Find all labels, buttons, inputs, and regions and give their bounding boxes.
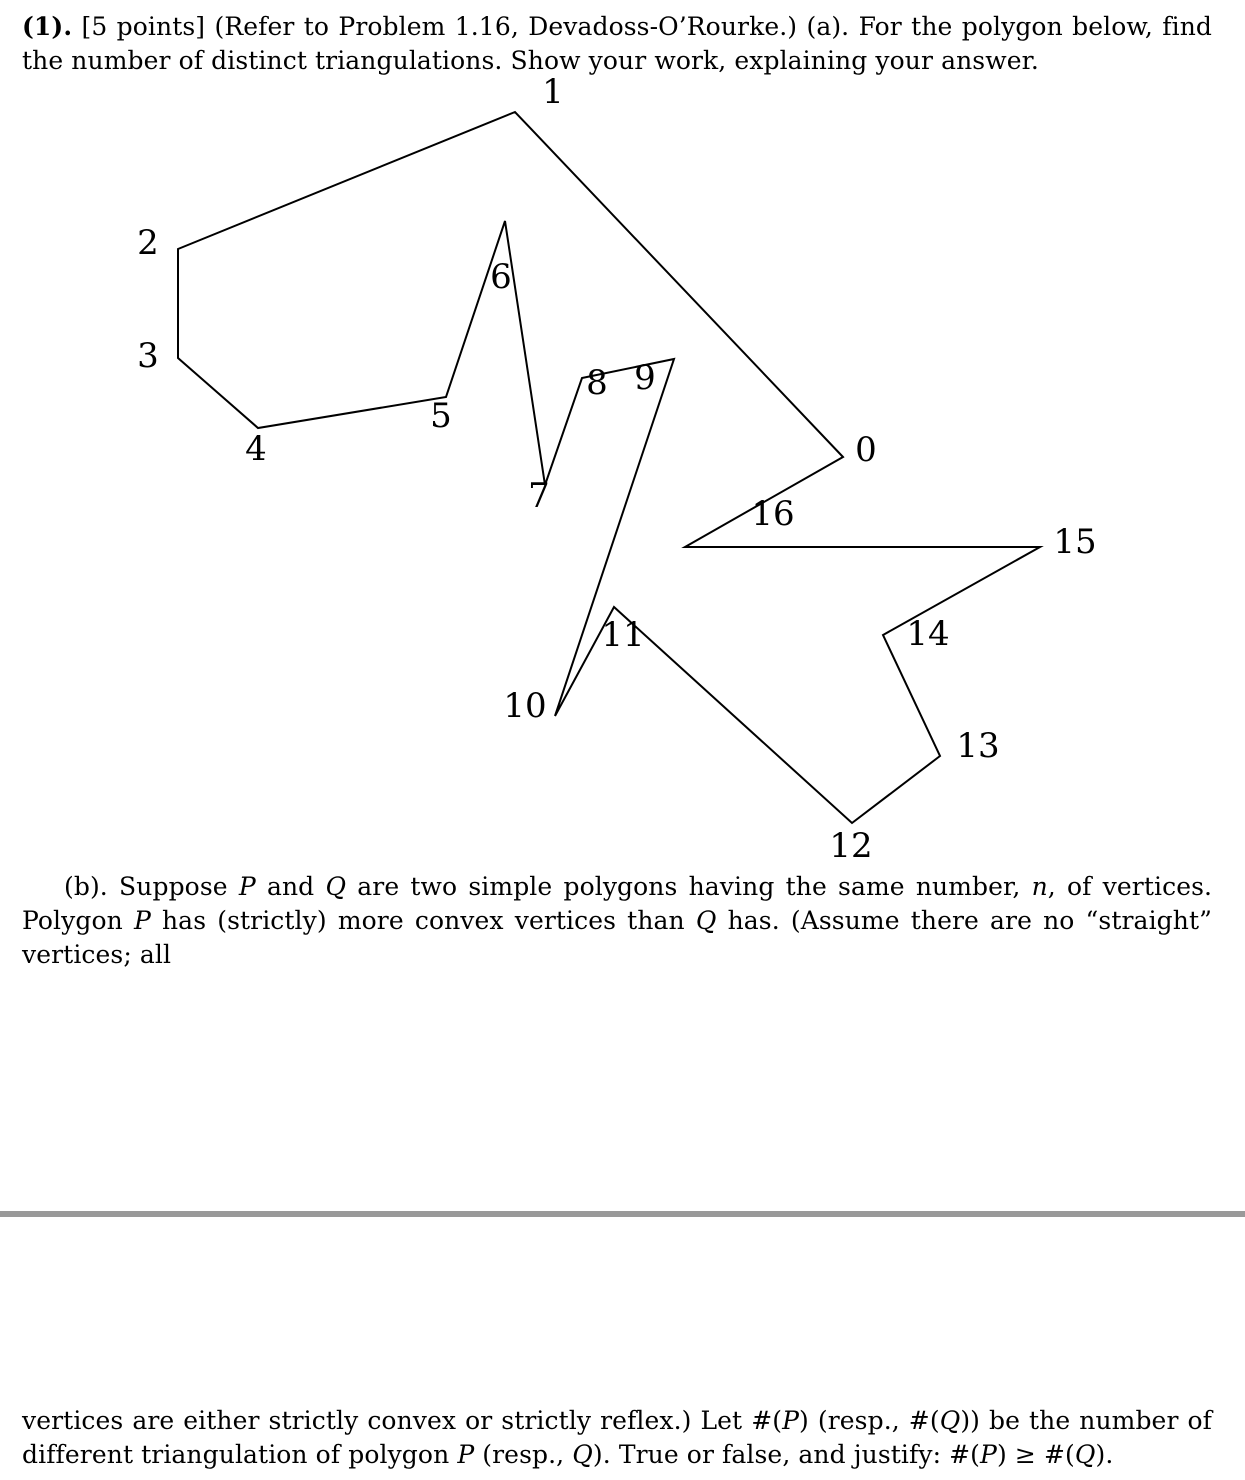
part-b-cont-text: ) ≥ #( [996,1440,1075,1469]
vertex-label-0: 0 [855,430,877,470]
math-P: P [782,1406,800,1435]
vertex-label-11: 11 [601,615,645,655]
part-a-label: (a). [806,12,850,41]
math-Q: Q [939,1406,961,1435]
part-b-cont-text: ). True or false, and justify: #( [592,1440,981,1469]
part-b-cont-text: (resp., [482,1440,565,1469]
part-b-cont-text: )) be the number of different triangulation of polygon [22,1406,1212,1469]
vertex-label-16: 16 [751,494,795,534]
vertex-label-1: 1 [542,72,564,112]
part-b-text: and [266,872,315,901]
part-b-paragraph [22,870,1212,972]
math-P: P [133,906,151,935]
vertex-label-5: 5 [430,396,452,436]
reference: (Refer to Problem 1.16, Devadoss-O’Rourke.) [214,12,798,41]
vertex-label-13: 13 [956,726,1000,766]
part-a-text: For the polygon below, find the number of distinct triangulations. Show your work, explaining your answer. [22,12,1213,75]
part-b-label: (b). [64,872,108,901]
math-n: n [1031,872,1048,901]
vertex-label-4: 4 [245,429,267,469]
part-b-text: , of vertices. Polygon [22,872,1213,935]
part-b-continuation [22,1404,1212,1472]
part-b-cont-text: ). [1095,1440,1114,1469]
problem-number: (1). [22,12,73,41]
polygon-outline [178,112,1040,823]
vertex-label-3: 3 [137,336,159,376]
vertex-label-10: 10 [503,686,547,726]
math-Q: Q [572,1440,593,1469]
math-P: P [457,1440,475,1469]
vertex-label-6: 6 [490,257,512,297]
vertex-label-15: 15 [1053,522,1097,562]
math-Q: Q [1074,1440,1096,1469]
part-b-cont-text: vertices are either strictly convex or strictly reflex.) Let #( [22,1406,783,1435]
points: [5 points] [81,12,206,41]
part-b-text: are two simple polygons having the same number, [357,872,1021,901]
math-Q: Q [325,872,347,901]
math-P: P [238,872,256,901]
math-P: P [980,1440,997,1469]
math-Q: Q [695,906,717,935]
vertex-label-8: 8 [586,363,608,403]
page-divider [0,1211,1245,1217]
vertex-label-2: 2 [137,223,159,263]
part-b-text: Suppose [119,872,228,901]
vertex-label-14: 14 [906,614,950,654]
part-b-text: has (strictly) more convex vertices than [161,906,685,935]
part-b-text: has. (Assume there are no “straight” vertices; all [22,906,1212,969]
part-b-cont-text: ) (resp., #( [799,1406,940,1435]
vertex-label-12: 12 [829,826,873,866]
vertex-label-7: 7 [528,476,550,516]
vertex-label-9: 9 [634,358,656,398]
